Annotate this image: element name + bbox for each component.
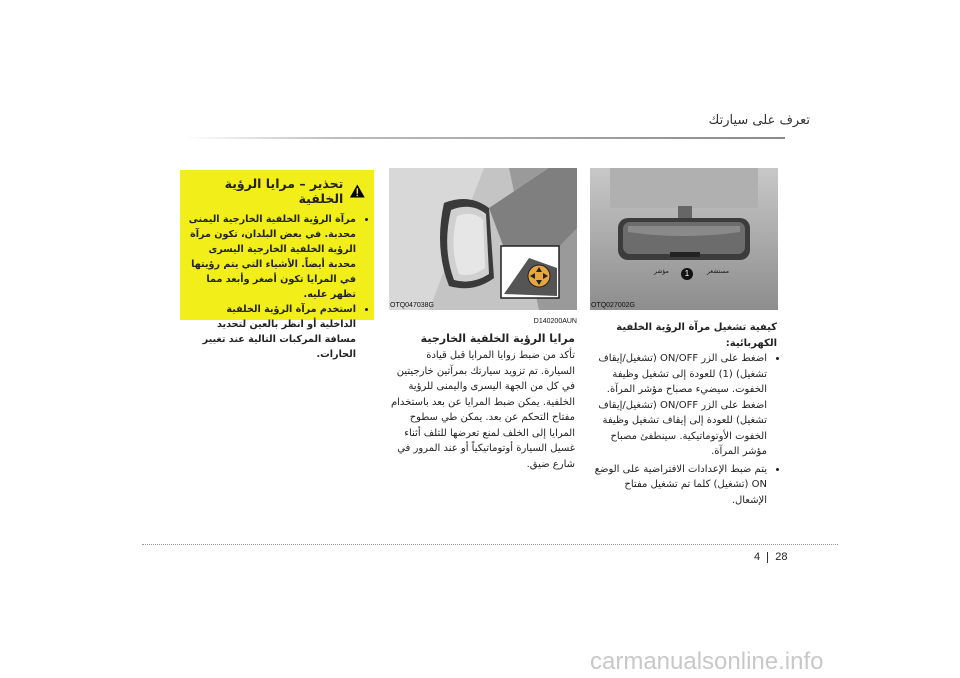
outside-mirror-photo xyxy=(389,168,577,310)
section-body: تأكد من ضبط زوايا المرايا قبل قيادة السيارة. تم تزويد سيارتك بمرآتين خارجيتين في كل من الجهة اليسرى واليمنى للرؤية الخلفية. يمكن ضبط المرايا عن بعد باستخدام مفتاح التحكم عن بعد. يمكن طي سطوح المرايا إلى الخلف لمنع تعرضها للتلف أثناء غسيل السيارة أوتوماتيكياً أو عند المرور في شارع ضيق. xyxy=(390,350,575,470)
instructions-list xyxy=(587,351,777,508)
instruction-bullet: • اضغط على الزر ON/OFF (تشغيل/إيقاف تشغيل) (1) للعودة إلى تشغيل وظيفة الخفوت. سيضيء مصباح مؤشر المرآة. اضغط على الزر ON/OFF (تشغيل/إيقاف تشغيل) للعودة إلى إيقاف تشغيل وظيفة الخفوت الأوتوماتيكية. سينطفئ مصباح مؤشر المرآة. xyxy=(587,351,767,460)
warning-bullet: • استخدم مرآة الرؤية الخلفية الداخلية أو انظر بالعين لتحديد مسافة المركبات التالية عند تغيير الحارات. xyxy=(188,302,356,362)
section-code: D140200AUN xyxy=(533,318,577,325)
section-heading: مرايا الرؤية الخلفية الخارجية xyxy=(420,332,575,345)
footer-rule xyxy=(142,544,838,545)
inside-mirror-illustration xyxy=(590,168,778,310)
instructions-column xyxy=(587,320,777,510)
warning-triangle-icon xyxy=(349,183,366,199)
page-header-title: تعرف على سيارتك xyxy=(708,113,810,128)
page-number-divider xyxy=(767,552,768,563)
instruction-bullet: • يتم ضبط الإعدادات الافتراضية على الوضع ON (تشغيل) كلما تم تشغيل مفتاح الإشعال. xyxy=(587,462,767,509)
page-number xyxy=(754,551,788,563)
watermark: carmanualsonline.info xyxy=(590,648,824,675)
warning-list xyxy=(188,212,366,362)
inside-mirror-photo xyxy=(590,168,778,310)
inside-photo-caption: OTQ027002G xyxy=(591,302,635,309)
chapter-number: 4 xyxy=(754,551,761,563)
page-number-value: 28 xyxy=(775,551,788,563)
warning-title-row xyxy=(188,176,366,206)
indicator-badge: 1 xyxy=(681,268,693,280)
outside-mirror-illustration xyxy=(389,168,577,310)
header-rule xyxy=(185,137,785,139)
indicator-label: مؤشر xyxy=(654,268,669,275)
warning-title: تحذير – مرايا الرؤية الخلفية xyxy=(224,176,344,206)
warning-bullet: • مرآة الرؤية الخلفية الخارجية اليمنى محدبة. في بعض البلدان، تكون مرآة الرؤية الخلفية الخارجية اليسرى محدبة أيضاً. الأشياء التي يتم رؤيتها في المرايا تكون أصغر وأبعد مما تظهر عليه. xyxy=(188,212,356,302)
outside-photo-caption: OTQ047038G xyxy=(390,302,434,309)
sensor-label: مستشعر xyxy=(707,268,729,275)
warning-box xyxy=(180,170,374,360)
instructions-title: كيفية تشغيل مرآة الرؤية الخلفية الكهربائية: xyxy=(616,322,777,349)
